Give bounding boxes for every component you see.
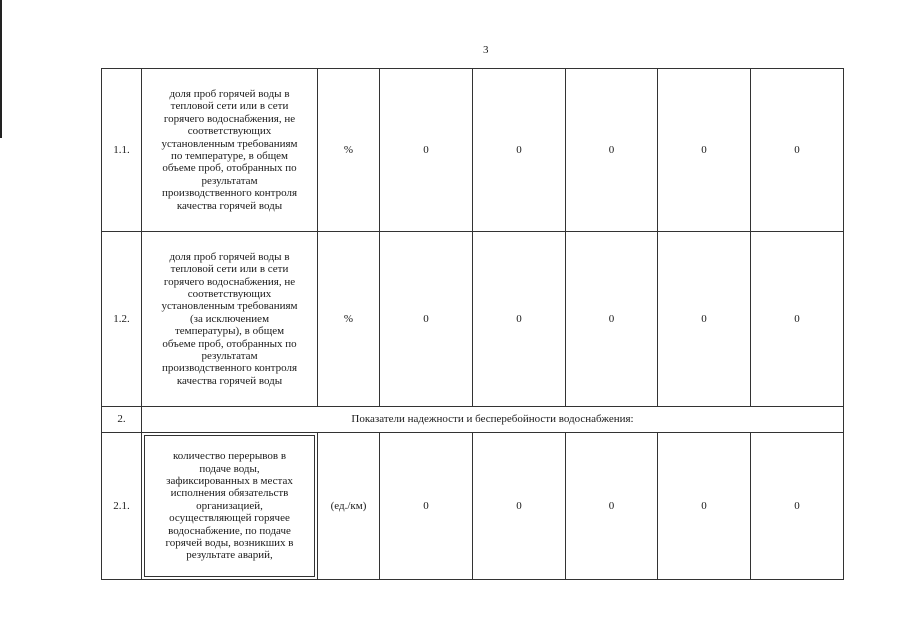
description-line: горячей воды, возникших в bbox=[165, 537, 294, 550]
unit-cell: % bbox=[318, 232, 380, 407]
indicators-table bbox=[101, 68, 844, 580]
row-number: 1.2. bbox=[102, 232, 142, 407]
row-number: 1.1. bbox=[102, 69, 142, 232]
description-line: доля проб горячей воды в bbox=[169, 250, 290, 263]
description-line: водоснабжение, по подаче bbox=[168, 524, 291, 537]
description-line: результатам bbox=[201, 350, 258, 363]
table-row bbox=[102, 433, 844, 580]
value-cell: 0 bbox=[473, 232, 566, 407]
indicator-description bbox=[142, 232, 318, 407]
value-cell: 0 bbox=[380, 433, 473, 580]
unit-cell: % bbox=[318, 69, 380, 232]
page-edge-mark bbox=[0, 0, 2, 138]
section-title: Показатели надежности и бесперебойности водоснабжения: bbox=[142, 407, 844, 433]
indicator-description bbox=[142, 69, 318, 232]
unit-cell: (ед./км) bbox=[318, 433, 380, 580]
description-line: объеме проб, отобранных по bbox=[162, 337, 297, 350]
value-cell: 0 bbox=[566, 433, 658, 580]
value-cell: 0 bbox=[566, 69, 658, 232]
description-line: организацией, bbox=[196, 499, 263, 512]
indicator-description bbox=[142, 433, 318, 580]
row-number: 2.1. bbox=[102, 433, 142, 580]
value-cell: 0 bbox=[380, 232, 473, 407]
description-line: температуры), в общем bbox=[174, 325, 285, 338]
value-cell: 0 bbox=[658, 433, 751, 580]
description-line: тепловой сети или в сети bbox=[170, 263, 289, 276]
description-line: соответствующих bbox=[187, 125, 272, 138]
description-line: качества горячей воды bbox=[176, 374, 283, 387]
description-line: объеме проб, отобранных по bbox=[162, 162, 297, 175]
page-number: 3 bbox=[483, 44, 489, 56]
description-line: доля проб горячей воды в bbox=[169, 87, 290, 100]
description-line: соответствующих bbox=[187, 287, 272, 300]
value-cell: 0 bbox=[751, 69, 844, 232]
description-line: результатам bbox=[201, 174, 258, 187]
section-row bbox=[102, 407, 844, 433]
description-line: качества горячей воды bbox=[176, 199, 283, 212]
row-number: 2. bbox=[102, 407, 142, 433]
value-cell: 0 bbox=[473, 69, 566, 232]
description-line: установленным требованиям bbox=[161, 300, 298, 313]
description-line: осуществляющей горячее bbox=[169, 512, 290, 525]
description-line: горячего водоснабжения, не bbox=[163, 275, 296, 288]
description-line: количество перерывов в bbox=[172, 450, 287, 463]
value-cell: 0 bbox=[658, 69, 751, 232]
value-cell: 0 bbox=[566, 232, 658, 407]
value-cell: 0 bbox=[473, 433, 566, 580]
description-line: установленным требованиям bbox=[161, 137, 298, 150]
description-line: (за исключением bbox=[189, 312, 270, 325]
description-line: зафиксированных в местах bbox=[166, 474, 293, 487]
description-line: по температуре, в общем bbox=[170, 150, 289, 162]
description-line: исполнения обязательств bbox=[170, 487, 289, 500]
description-line: горячего водоснабжения, не bbox=[163, 112, 296, 125]
table-row bbox=[102, 69, 844, 232]
description-line: тепловой сети или в сети bbox=[170, 100, 289, 113]
description-line: производственного контроля bbox=[162, 362, 297, 375]
value-cell: 0 bbox=[751, 232, 844, 407]
description-line: подаче воды, bbox=[199, 462, 260, 475]
description-line: производственного контроля bbox=[162, 187, 297, 200]
description-line: результате аварий, bbox=[186, 549, 273, 562]
value-cell: 0 bbox=[380, 69, 473, 232]
value-cell: 0 bbox=[751, 433, 844, 580]
table-row bbox=[102, 232, 844, 407]
value-cell: 0 bbox=[658, 232, 751, 407]
